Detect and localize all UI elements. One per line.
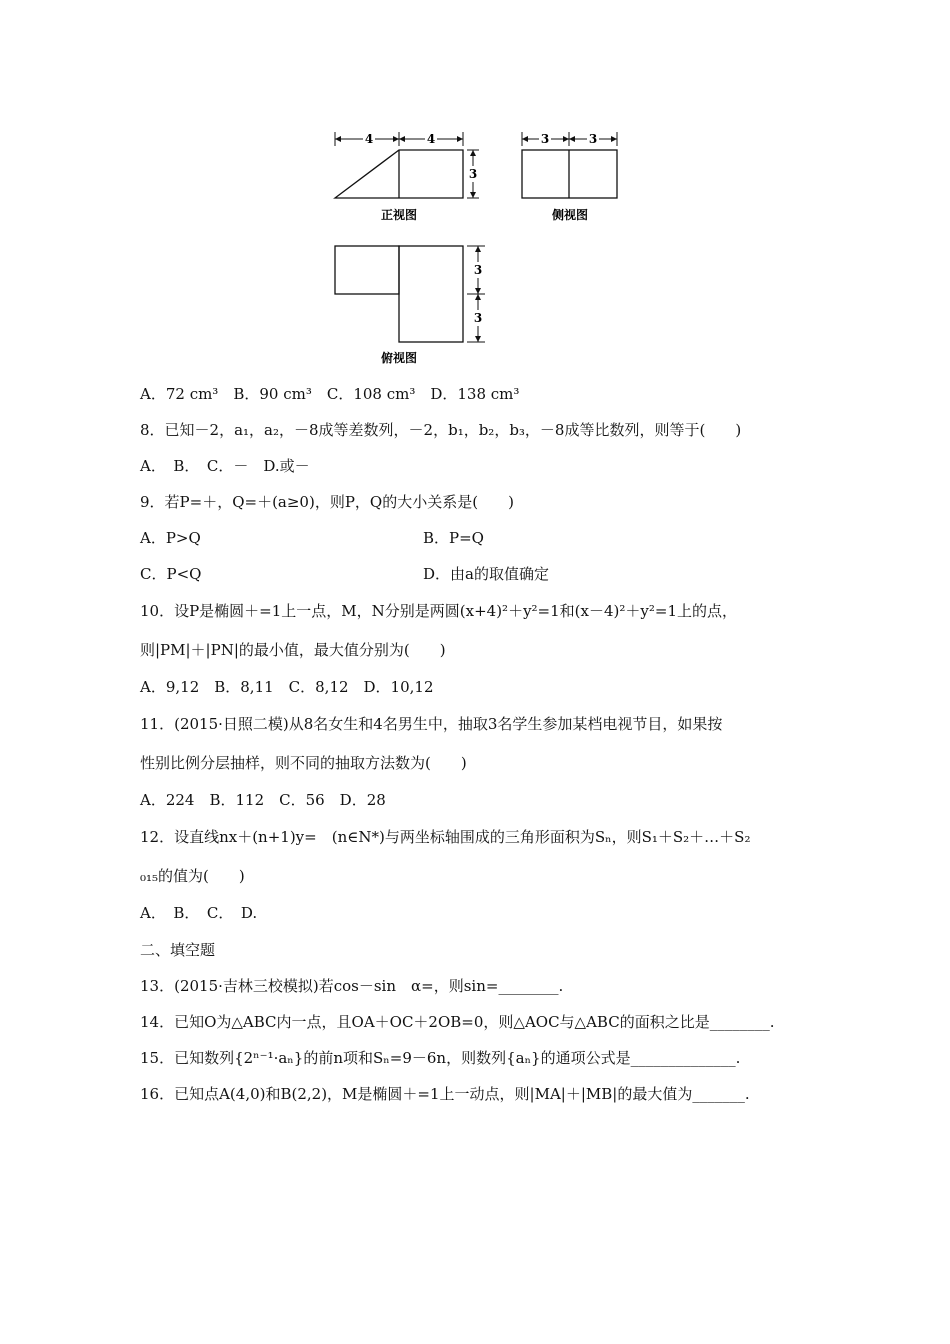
- q11-options: A．224 B．112 C．56 D．28: [140, 791, 386, 809]
- q10-line1: 10．设P是椭圆＋=1上一点，M，N分别是两圆(x+4)²＋y²=1和(x－4)²＋y²=1上的点，: [140, 602, 737, 620]
- q13-text: 13．(2015·吉林三校模拟)若cos－sin α=，则sin=________.: [140, 977, 564, 995]
- q14-text: 14．已知O为△ABC内一点，且OA＋OC＋2OB=0，则△AOC与△ABC的面积之比是________.: [140, 1013, 775, 1031]
- q8-options: A． B． C．－ D.或－: [140, 457, 310, 475]
- top-view-dimensions: [467, 246, 485, 342]
- q11-line2: 性别比例分层抽样，则不同的抽取方法数为( ): [140, 754, 467, 772]
- q9-option-c: C．P<Q: [140, 565, 202, 583]
- top-view-caption: 俯视图: [380, 351, 418, 365]
- q16-text: 16．已知点A(4,0)和B(2,2)，M是椭圆＋=1上一动点，则|MA|＋|MB|的最大值为_______.: [140, 1085, 750, 1103]
- q10-options: A．9,12 B．8,11 C．8,12 D．10,12: [140, 678, 434, 696]
- q9-option-a: A．P>Q: [140, 529, 201, 547]
- side-view: [522, 150, 617, 198]
- q12-line2: ₀₁₅的值为( ): [140, 867, 245, 885]
- front-dim-width-2: 4: [426, 132, 436, 146]
- q10-line2: 则|PM|＋|PN|的最小值，最大值分别为( ): [140, 641, 446, 659]
- side-dim-1: 3: [540, 132, 550, 146]
- q12-line1: 12．设直线nx＋(n+1)y= (n∈N*)与两坐标轴围成的三角形面积为Sₙ，则S₁＋S₂＋…＋S₂: [140, 828, 751, 846]
- q12-options: A． B． C． D.: [140, 904, 258, 922]
- q9-option-d: D．由a的取值确定: [423, 565, 549, 583]
- top-view: [335, 246, 463, 342]
- q9-option-b: B．P=Q: [423, 529, 484, 547]
- front-view-dimensions: [335, 132, 479, 198]
- front-view: [335, 150, 463, 198]
- three-view-figure: [0, 0, 950, 380]
- q7-options: A．72 cm³ B．90 cm³ C．108 cm³ D．138 cm³: [140, 385, 520, 403]
- side-view-caption: 侧视图: [551, 208, 589, 222]
- top-dim-1: 3: [473, 263, 483, 277]
- front-arrowheads: [335, 136, 476, 198]
- q9-text: 9．若P=＋，Q=＋(a≥0)，则P，Q的大小关系是( ): [140, 493, 514, 511]
- front-dim-width-1: 4: [364, 132, 374, 146]
- side-dim-2: 3: [588, 132, 598, 146]
- q15-text: 15．已知数列{2ⁿ⁻¹·aₙ}的前n项和Sₙ=9－6n，则数列{aₙ}的通项公式是______________.: [140, 1049, 741, 1067]
- front-dim-height: 3: [468, 167, 478, 181]
- q8-text: 8．已知－2，a₁，a₂，－8成等差数列，－2，b₁，b₂，b₃，－8成等比数列，则等于( ): [140, 421, 742, 439]
- section-title: 二、填空题: [140, 941, 216, 959]
- q11-line1: 11．(2015·日照二模)从8名女生和4名男生中，抽取3名学生参加某档电视节目，如果按: [140, 715, 723, 733]
- top-dim-2: 3: [473, 311, 483, 325]
- front-view-caption: 正视图: [380, 208, 418, 222]
